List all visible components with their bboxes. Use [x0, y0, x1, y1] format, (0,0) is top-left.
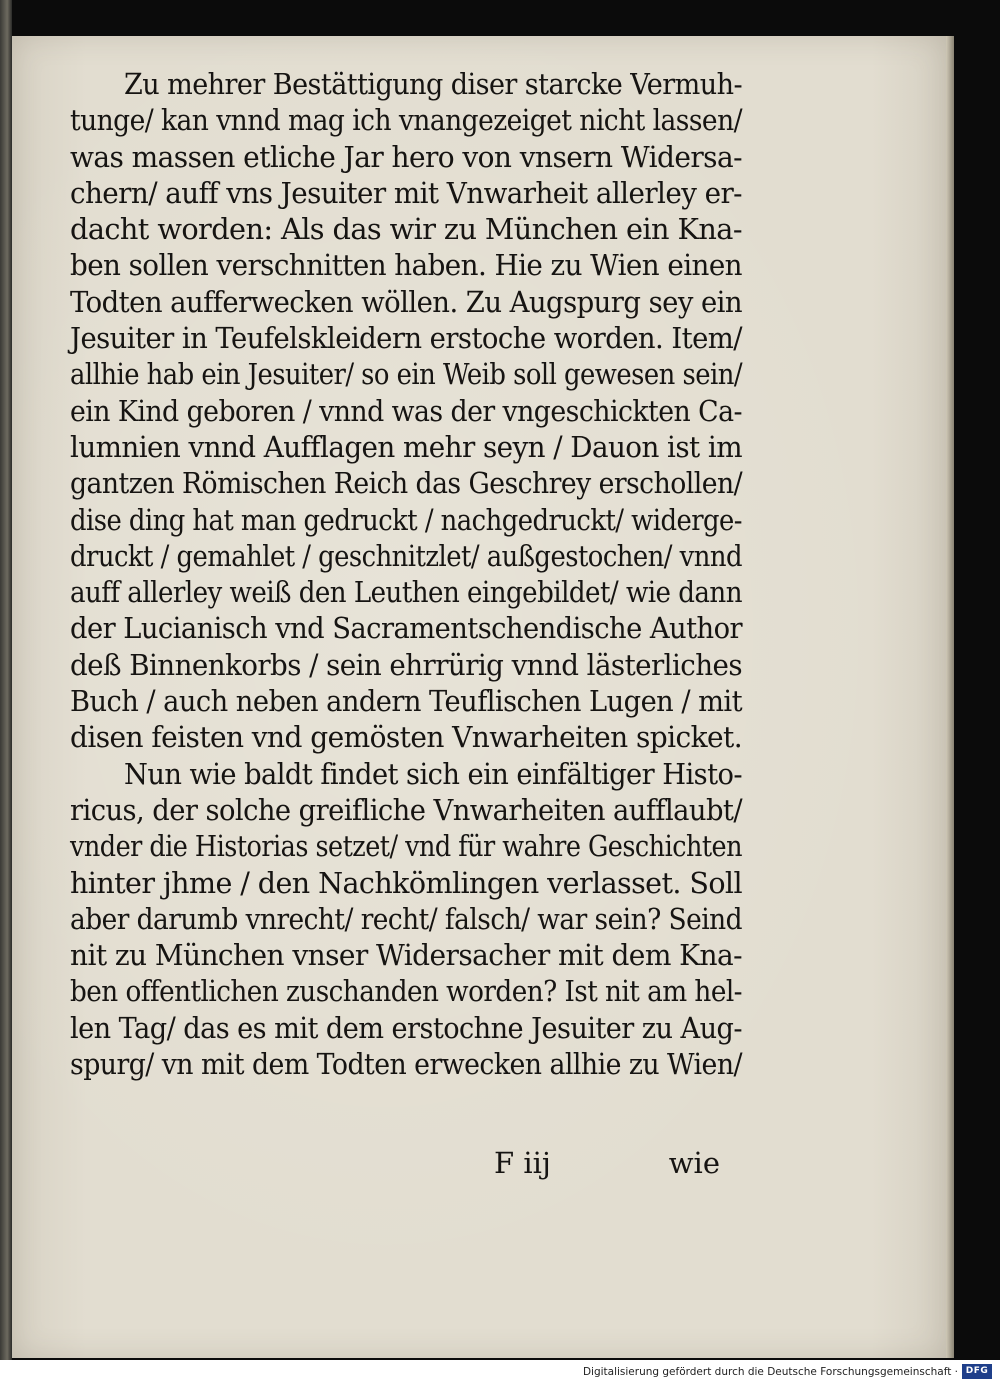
page-text: [70, 66, 742, 1082]
text-line: chern/ auff vns Jesuiter mit Vnwarheit allerley er-: [70, 175, 742, 210]
text-line: ein Kind geboren / vnnd was der vngeschickten Ca-: [70, 393, 742, 428]
page-foot: [70, 1145, 742, 1181]
text-line: deß Binnenkorbs / sein ehrrürig vnnd lästerliches: [70, 647, 742, 682]
dfg-logo-icon: DFG: [962, 1364, 992, 1379]
text-line: dise ding hat man gedruckt / nachgedruckt/ widerge-: [70, 502, 743, 537]
text-line: gantzen Römischen Reich das Geschrey erschollen/: [70, 466, 743, 501]
text-line: druckt / gemahlet / geschnitzlet/ außgestochen/ vnnd: [70, 538, 742, 573]
page-edge: [946, 36, 954, 1358]
text-line: ricus, der solche greifliche Vnwarheiten aufflaubt/: [70, 792, 743, 827]
text-line: Buch / auch neben andern Teuflischen Lugen / mit: [70, 684, 743, 719]
text-line: Jesuiter in Teufelskleidern erstoche worden. Item/: [70, 321, 742, 356]
text-line: was massen etliche Jar hero von vnsern Widersa-: [70, 139, 742, 174]
text-line: spurg/ vn mit dem Todten erwecken allhie zu Wien/: [70, 1047, 743, 1082]
text-line: allhie hab ein Jesuiter/ so ein Weib soll gewesen sein/: [70, 357, 743, 392]
text-line: Nun wie baldt findet sich ein einfältiger Histo-: [124, 756, 743, 791]
book-spine-edge: [0, 0, 12, 1360]
text-line: len Tag/ das es mit dem erstochne Jesuiter zu Aug-: [70, 1010, 742, 1045]
text-line: tunge/ kan vnnd mag ich vnangezeiget nicht lassen/: [70, 103, 742, 138]
signature-mark: F iij: [494, 1146, 551, 1180]
text-line: lumnien vnnd Aufflagen mehr seyn / Dauon ist im: [70, 429, 743, 464]
text-line: dacht worden: Als das wir zu München ein Kna-: [70, 212, 742, 247]
text-line: vnder die Historias setzet/ vnd für wahre Geschichten: [70, 829, 743, 864]
text-line: Todten aufferwecken wöllen. Zu Augspurg sey ein: [70, 284, 743, 319]
text-line: Zu mehrer Bestättigung diser starcke Vermuh-: [124, 67, 743, 101]
footer-bar: [0, 1360, 1000, 1384]
text-line: ben offentlichen zuschanden worden? Ist nit am hel-: [70, 974, 743, 1009]
text-line: ben sollen verschnitten haben. Hie zu Wien einen: [70, 248, 742, 283]
text-line: aber darumb vnrecht/ recht/ falsch/ war sein? Seind: [70, 901, 742, 936]
text-line: hinter jhme / den Nachkömlingen verlasset. Soll: [70, 865, 743, 900]
text-line: disen feisten vnd gemösten Vnwarheiten spicket.: [70, 720, 743, 755]
funding-credit: Digitalisierung gefördert durch die Deutsche Forschungsgemeinschaft ·: [582, 1366, 958, 1378]
catchword: wie: [668, 1146, 720, 1180]
text-line: der Lucianisch vnd Sacramentschendische Author: [70, 611, 743, 646]
text-line: auff allerley weiß den Leuthen eingebildet/ wie dann: [70, 575, 742, 610]
text-line: nit zu München vnser Widersacher mit dem Kna-: [70, 938, 743, 973]
